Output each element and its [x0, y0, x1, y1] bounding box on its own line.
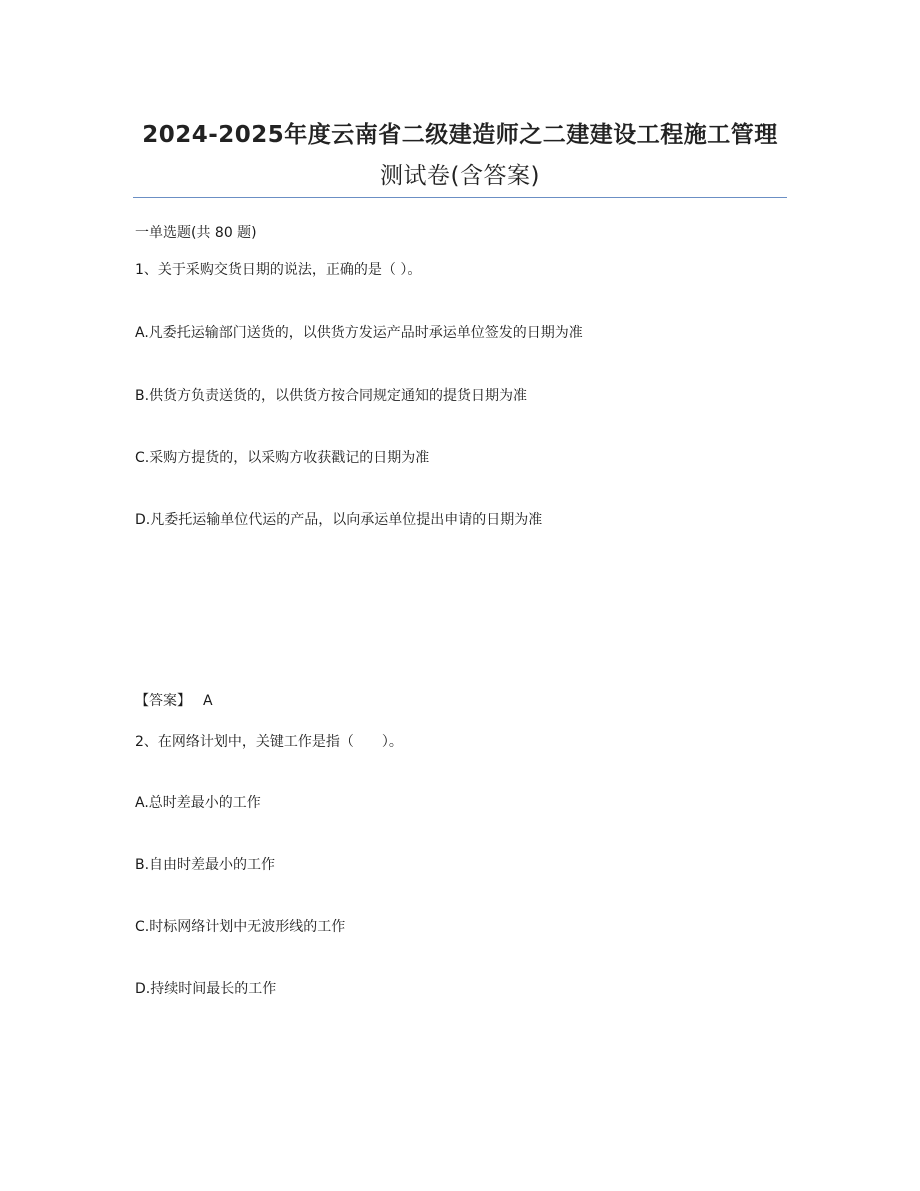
option-a: A.总时差最小的工作	[135, 795, 261, 811]
option-d: D.持续时间最长的工作	[135, 981, 277, 997]
question-stem: 1、关于采购交货日期的说法，正确的是（ ）。	[135, 262, 422, 278]
question-stem: 2、在网络计划中，关键工作是指（ ）。	[135, 734, 403, 750]
answer-line	[135, 691, 213, 711]
option-d: D.凡委托运输单位代运的产品，以向承运单位提出申请的日期为准	[135, 512, 543, 528]
option-c: C.时标网络计划中无波形线的工作	[135, 919, 346, 935]
option-c: C.采购方提货的，以采购方收获戳记的日期为准	[135, 450, 430, 466]
section-label: 一单选题(共 80 题)	[135, 225, 257, 241]
answer-label: 【答案】	[135, 693, 191, 709]
answer-value: A	[203, 693, 213, 709]
option-b: B.自由时差最小的工作	[135, 857, 276, 873]
title-divider	[133, 197, 787, 198]
document-title-line1: 2024-2025年度云南省二级建造师之二建建设工程施工管理	[142, 122, 778, 148]
option-a: A.凡委托运输部门送货的，以供货方发运产品时承运单位签发的日期为准	[135, 325, 583, 341]
option-b: B.供货方负责送货的，以供货方按合同规定通知的提货日期为准	[135, 388, 528, 404]
document-title-line2: 测试卷(含答案)	[380, 163, 540, 189]
